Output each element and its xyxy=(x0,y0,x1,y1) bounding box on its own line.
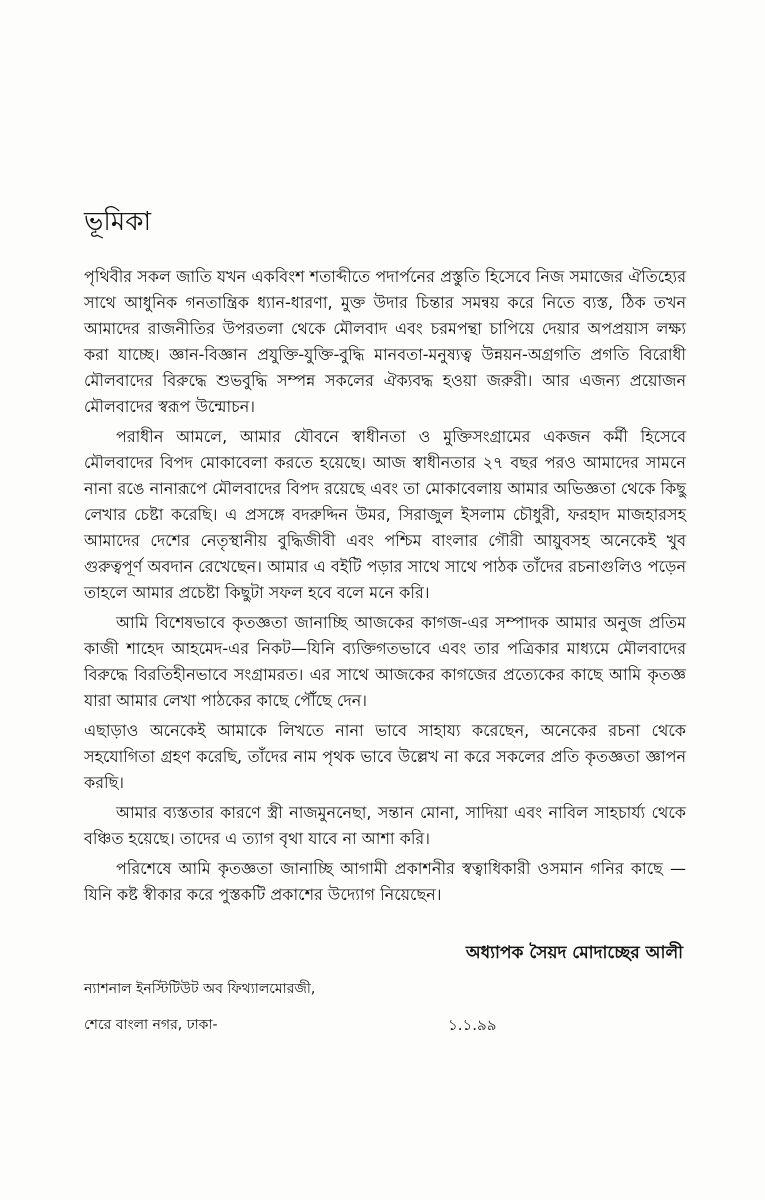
paragraph-3: আমি বিশেষভাবে কৃতজ্ঞতা জানাচ্ছি আজকের কাগজ-এর সম্পাদক আমার অনুজ প্রতিম কাজী শাহেদ আহমেদ-এর নিকট—যিনি ব্যক্তিগতভাবে এবং তার পত্রিকার মাধ্যমে মৌলবাদের বিরুদ্ধে বিরতিহীনভাবে সংগ্রামরত। এর সাথে আজকের কাগজের প্রত্যেকের কাছে আমি কৃতজ্ঞ যারা আমার লেখা পাঠকের কাছে পৌঁছে দেন। xyxy=(84,613,686,710)
address-line-1: ন্যাশনাল ইনস্টিটিউট অব ফিথ্যালমোরজী, xyxy=(84,981,316,997)
author-signature: অধ্যাপক সৈয়দ মোদাচ্ছের আলী xyxy=(465,943,683,963)
paragraph-2: পরাধীন আমলে, আমার যৌবনে স্বাধীনতা ও মুক্তিসংগ্রামের একজন কর্মী হিসেবে মৌলবাদের বিপদ মোকাবেলা করতে হয়েছে। আজ স্বাধীনতার ২৭ বছর পরও আমাদের সামনে নানা রঙে নানারূপে মৌলবাদের বিপদ রয়েছে এবং তা মোকাবেলায় আমার অভিজ্ঞতা থেকে কিছু লেখার চেষ্টা করেছি। এ প্রসঙ্গে বদরুদ্দিন উমর, সিরাজুল ইসলাম চৌধুরী, ফরহাদ মাজহারসহ আমাদের দেশের নেতৃস্থানীয় বুদ্ধিজীবী এবং পশ্চিম বাংলার গৌরী আয়ুবসহ অনেকেই খুব গুরুত্বপূর্ণ অবদান রেখেছেন। আমার এ বইটি পড়ার সাথে সাথে পাঠক তাঁদের রচনাগুলিও পড়েন তাহলে আমার প্রচেষ্টা কিছুটা সফল হবে বলে মনে করি। xyxy=(84,427,686,602)
paragraph-1: পৃথিবীর সকল জাতি যখন একবিংশ শতাব্দীতে পদার্পনের প্রস্তুতি হিসেবে নিজ সমাজের ঐতিহ্যের সাথে আধুনিক গনতান্ত্রিক ধ্যান-ধারণা, মুক্ত উদার চিন্তার সমন্বয় করে নিতে ব্যস্ত, ঠিক তখন আমাদের রাজনীতির উপরতলা থেকে মৌলবাদ এবং চরমপন্থা চাপিয়ে দেয়ার অপপ্রয়াস লক্ষ্য করা যাচ্ছে। জ্ঞান-বিজ্ঞান প্রযুক্তি-যুক্তি-বুদ্ধি মানবতা-মনুষ্যত্ব উন্নয়ন-অগ্রগতি প্রগতি বিরোধী মৌলবাদের বিরুদ্ধে শুভবুদ্ধি সম্পন্ন সকলের ঐক্যবদ্ধ হওয়া জরুরী। আর এজন্য প্রয়োজন মৌলবাদের স্বরূপ উন্মোচন। xyxy=(84,267,686,416)
paragraph-5: আমার ব্যস্ততার কারণে স্ত্রী নাজমুননেছা, সন্তান মোনা, সাদিয়া এবং নাবিল সাহচার্য্য থেকে বঞ্চিত হয়েছে। তাদের এ ত্যাগ বৃথা যাবে না আশা করি। xyxy=(84,803,686,848)
page-heading: ভূমিকা xyxy=(84,207,151,237)
paragraph-6: পরিশেষে আমি কৃতজ্ঞতা জানাচ্ছি আগামী প্রকাশনীর স্বত্বাধিকারী ওসমান গনির কাছে —যিনি কষ্ট স্বীকার করে পুস্তকটি প্রকাশের উদ্যোগ নিয়েছেন। xyxy=(84,859,686,904)
address-line-2: শেরে বাংলা নগর, ঢাকা- xyxy=(84,1017,218,1033)
paragraph-4: এছাড়াও অনেকেই আমাকে লিখতে নানা ভাবে সাহায্য করেছেন, অনেকের রচনা থেকে সহযোগিতা গ্রহণ করেছি, তাঁদের নাম পৃথক ভাবে উল্লেখ না করে সকলের প্রতি কৃতজ্ঞতা জ্ঞাপন করছি। xyxy=(84,721,686,792)
date: ১.১.৯৯ xyxy=(448,1016,497,1034)
body-text xyxy=(84,264,686,912)
